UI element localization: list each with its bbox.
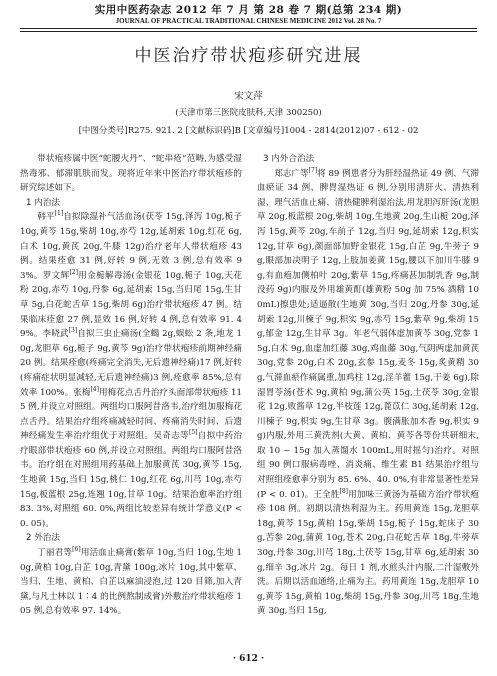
section-heading: 3 内外合治法	[263, 154, 315, 164]
section-heading: 1 内治法	[26, 197, 60, 208]
citation-ref: [3]	[68, 327, 78, 335]
article-classification: [中图分类号]R275. 921. 2 [文献标识码]B [文章编号]1004 - 2814(2012)07 - 612 - 02	[78, 126, 419, 136]
citation-ref: [8]	[339, 487, 348, 495]
body-paragraph: 丁丽君等[6]用活血止痛膏(紫草 10g,当归 10g,生地 10g,黄柏 10g,白芷 10g,青黛 100g,冰片 10g,其中紫草、当归、生地、黄柏、白芷以麻油浸泡,过 120 目筛,加入青黛,与凡士林以 1∶4 的比例熬制成膏)外敷治疗带状疱疹 105 例,总有效率 97. 14%。	[20, 546, 242, 617]
article-title: 中医治疗带状疱疹研究进展	[134, 46, 363, 66]
page-number: · 612 ·	[232, 654, 265, 664]
body-paragraph: 韩平[1]自拟除湿补气活血汤(茯苓 15g,泽泻 10g,栀子 10g,黄芩 15g,柴胡 10g,赤芍 12g,延胡索 10g,红花 6g,白术 10g,黄芪 20g,牛膝 12g)治疗老年人带状疱疹 43 例。结果痊愈 31 例,好转 9 例,无效 3 例,总有效率 93%。罗文辉[2]用金栀解毒汤(金银花 10g,栀子 10g,天花粉 20g,赤芍 10g,丹参 6g,延胡索 15g,当归尾 15g,生甘草 5g,白花蛇舌草 15g,柴胡 6g)治疗带状疱疹 47 例。结果临床痊愈 27 例,显效 16 例,好转 4 例,总有效率 91. 49%。李晓武[3]自拟三虫止痛汤(全蝎 2g,蜈蚣 2 条,地龙 10g,龙胆草 6g,栀子 9g,黄芩 9g)治疗带状疱疹前期神经痛 20 例。结果痊愈(疼痛完全消失,无后遗神经痛)17 例,好转(疼痛症状明显减轻,无后遗神经痛)3 例,痊愈率 85%,总有效率 100%。张梅[4]用梅花点舌丹治疗头面部带状疱疹 115 例,并设立对照组。两组均口服阿昔洛韦,治疗组加服梅花点舌丹。结果治疗组疼痛减轻时间、疼痛消失时间、后遗神经痛发生率治疗组优于对照组。吴奇志等[5]自拟中药治疗眼部带状疱疹 60 例,并设立对照组。两组均口服阿昔洛韦。治疗组在对照组用药基础上加服黄芪 30g,黄芩 15g,生地黄 15g,当归 15g,桃仁 10g,红花 6g,川芎 10g,赤芍 15g,板蓝根 25g,连翘 10g,甘草 10g。结果治愈率治疗组 83. 3%,对照组 60. 0%,两组比较差异有统计学意义(P < 0. 05)。	[20, 210, 242, 529]
body-paragraph: 带状疱疹属中医“蛇腰火丹”、“蛇串疮”范畴,为感受湿热毒邪、郁滞肌肤而发。现将近年来中医治疗带状疱疹的研究综述如下。	[20, 154, 242, 194]
header-rule-thin	[20, 31, 477, 32]
running-header	[0, 4, 497, 26]
citation-ref: [5]	[189, 429, 198, 437]
citation-ref: [6]	[72, 546, 81, 554]
section-heading: 2 外治法	[26, 533, 60, 544]
header-rule-thick	[20, 28, 477, 29]
article-affiliation: (天津市第三医院皮肤科,天津 300250)	[175, 108, 322, 118]
left-column	[20, 152, 242, 619]
right-column	[257, 152, 479, 619]
citation-ref: [4]	[90, 385, 99, 393]
journal-title-en: JOURNAL OF PRACTICAL TRADITIONAL CHINESE MEDICINE 2012 Vol. 28 No. 7	[115, 17, 382, 25]
citation-ref: [1]	[54, 210, 64, 218]
citation-ref: [2]	[69, 268, 78, 276]
body-paragraph: 郑志广等[7]将 89 例患者分为肝经湿热证 49 例、气滞血瘀证 34 例、脾胃湿热证 6 例,分别用清肝火、清热利湿、理气活血止痛、清热健脾利湿治法,用龙胆泻肝汤(龙胆草 20g,板蓝根 20g,柴胡 10g,生地黄 20g,生山栀 20g,泽泻 15g,黄芩 20g,车前子 12g,当归 9g,延胡索 12g,枳实 12g,甘草 6g),颜面部加野金银花 15g,白芷 9g,牛蒡子 9g,眼部加决明子 12g,上肢加姜黄 15g,腰以下加川牛膝 9g,有血疱加侧柏叶 20g,紫草 15g,疼痛甚加制乳香 9g,制没药 9g)内服及外用雄黄酊(雄黄粉 50g 加 75% 酒精 100mL)擦患处;适逼散(生地黄 30g,当归 20g,丹参 30g,延胡索 12g,川楝子 9g,枳实 9g,赤芍 15g,紫草 9g,柴胡 15g,郁金 12g,生甘草 3g。年老气弱体虚加黄芩 30g,党参 15g,白术 9g,血虚加红藤 30g,鸡血藤 30g,气阴两虚加黄芪 30g,党参 20g,白术 20g,玄参 15g,麦冬 15g,炙黄精 30g,气滞血瘀作痛属重,加鸡柱 12g,淫羊藿 15g,干姜 6g),除湿胃苓汤(苍术 9g,黄柏 9g,蒲公英 15g,土茯苓 30g,金银花 12g,败酱草 12g,半枝莲 12g,蓖苡仁 30g,延胡索 12g,川楝子 9g,枳实 9g,生甘草 3g。腹满胀加木香 9g,枳实 9g)内服,外用三黄洗剂(大黄、黄柏、黄芩各等份共研细末,取 10 ~ 15g 加入蒸馏水 100mL,用时摇匀)治疗。对照组 90 例口服病毒唑、消炎痛、维生素 B1 结果治疗组与对照组痊愈率分别为 85. 6%、40. 0%,有非常显著性差异(P < 0. 01)。王全胜[8]用加味三黄汤为基础方治疗带状疱疹 108 例。初期以清热利湿为主。药用黄连 15g,龙胆草 18g,黄芩 15g,黄柏 15g,柴胡 15g,栀子 15g,蛇床子 30g,苦参 20g,蒲黄 10g,苍术 20g,白花蛇舌草 18g,牛蒡草 30g,丹参 30g,川芎 18g,土茯苓 15g,甘草 6g,延胡索 30g,细辛 3g,冰片 2g。每日 1 剂,水煎头汁内服,二汁湿敷外洗。后期以活血通络,止痛为主。药用黄连 15g,龙胆草 10g,黄芩 15g,黄柏 10g,柴胡 15g,丹参 30g,川芎 18g,生地黄 30g,当归 15g,	[257, 166, 479, 617]
journal-title-cn: 实用中医药杂志 2012 年 7 月 第 28 卷 7 期(总第 234 期)	[94, 4, 403, 16]
article-author: 宋文萍	[234, 91, 263, 102]
citation-ref: [7]	[308, 166, 318, 174]
